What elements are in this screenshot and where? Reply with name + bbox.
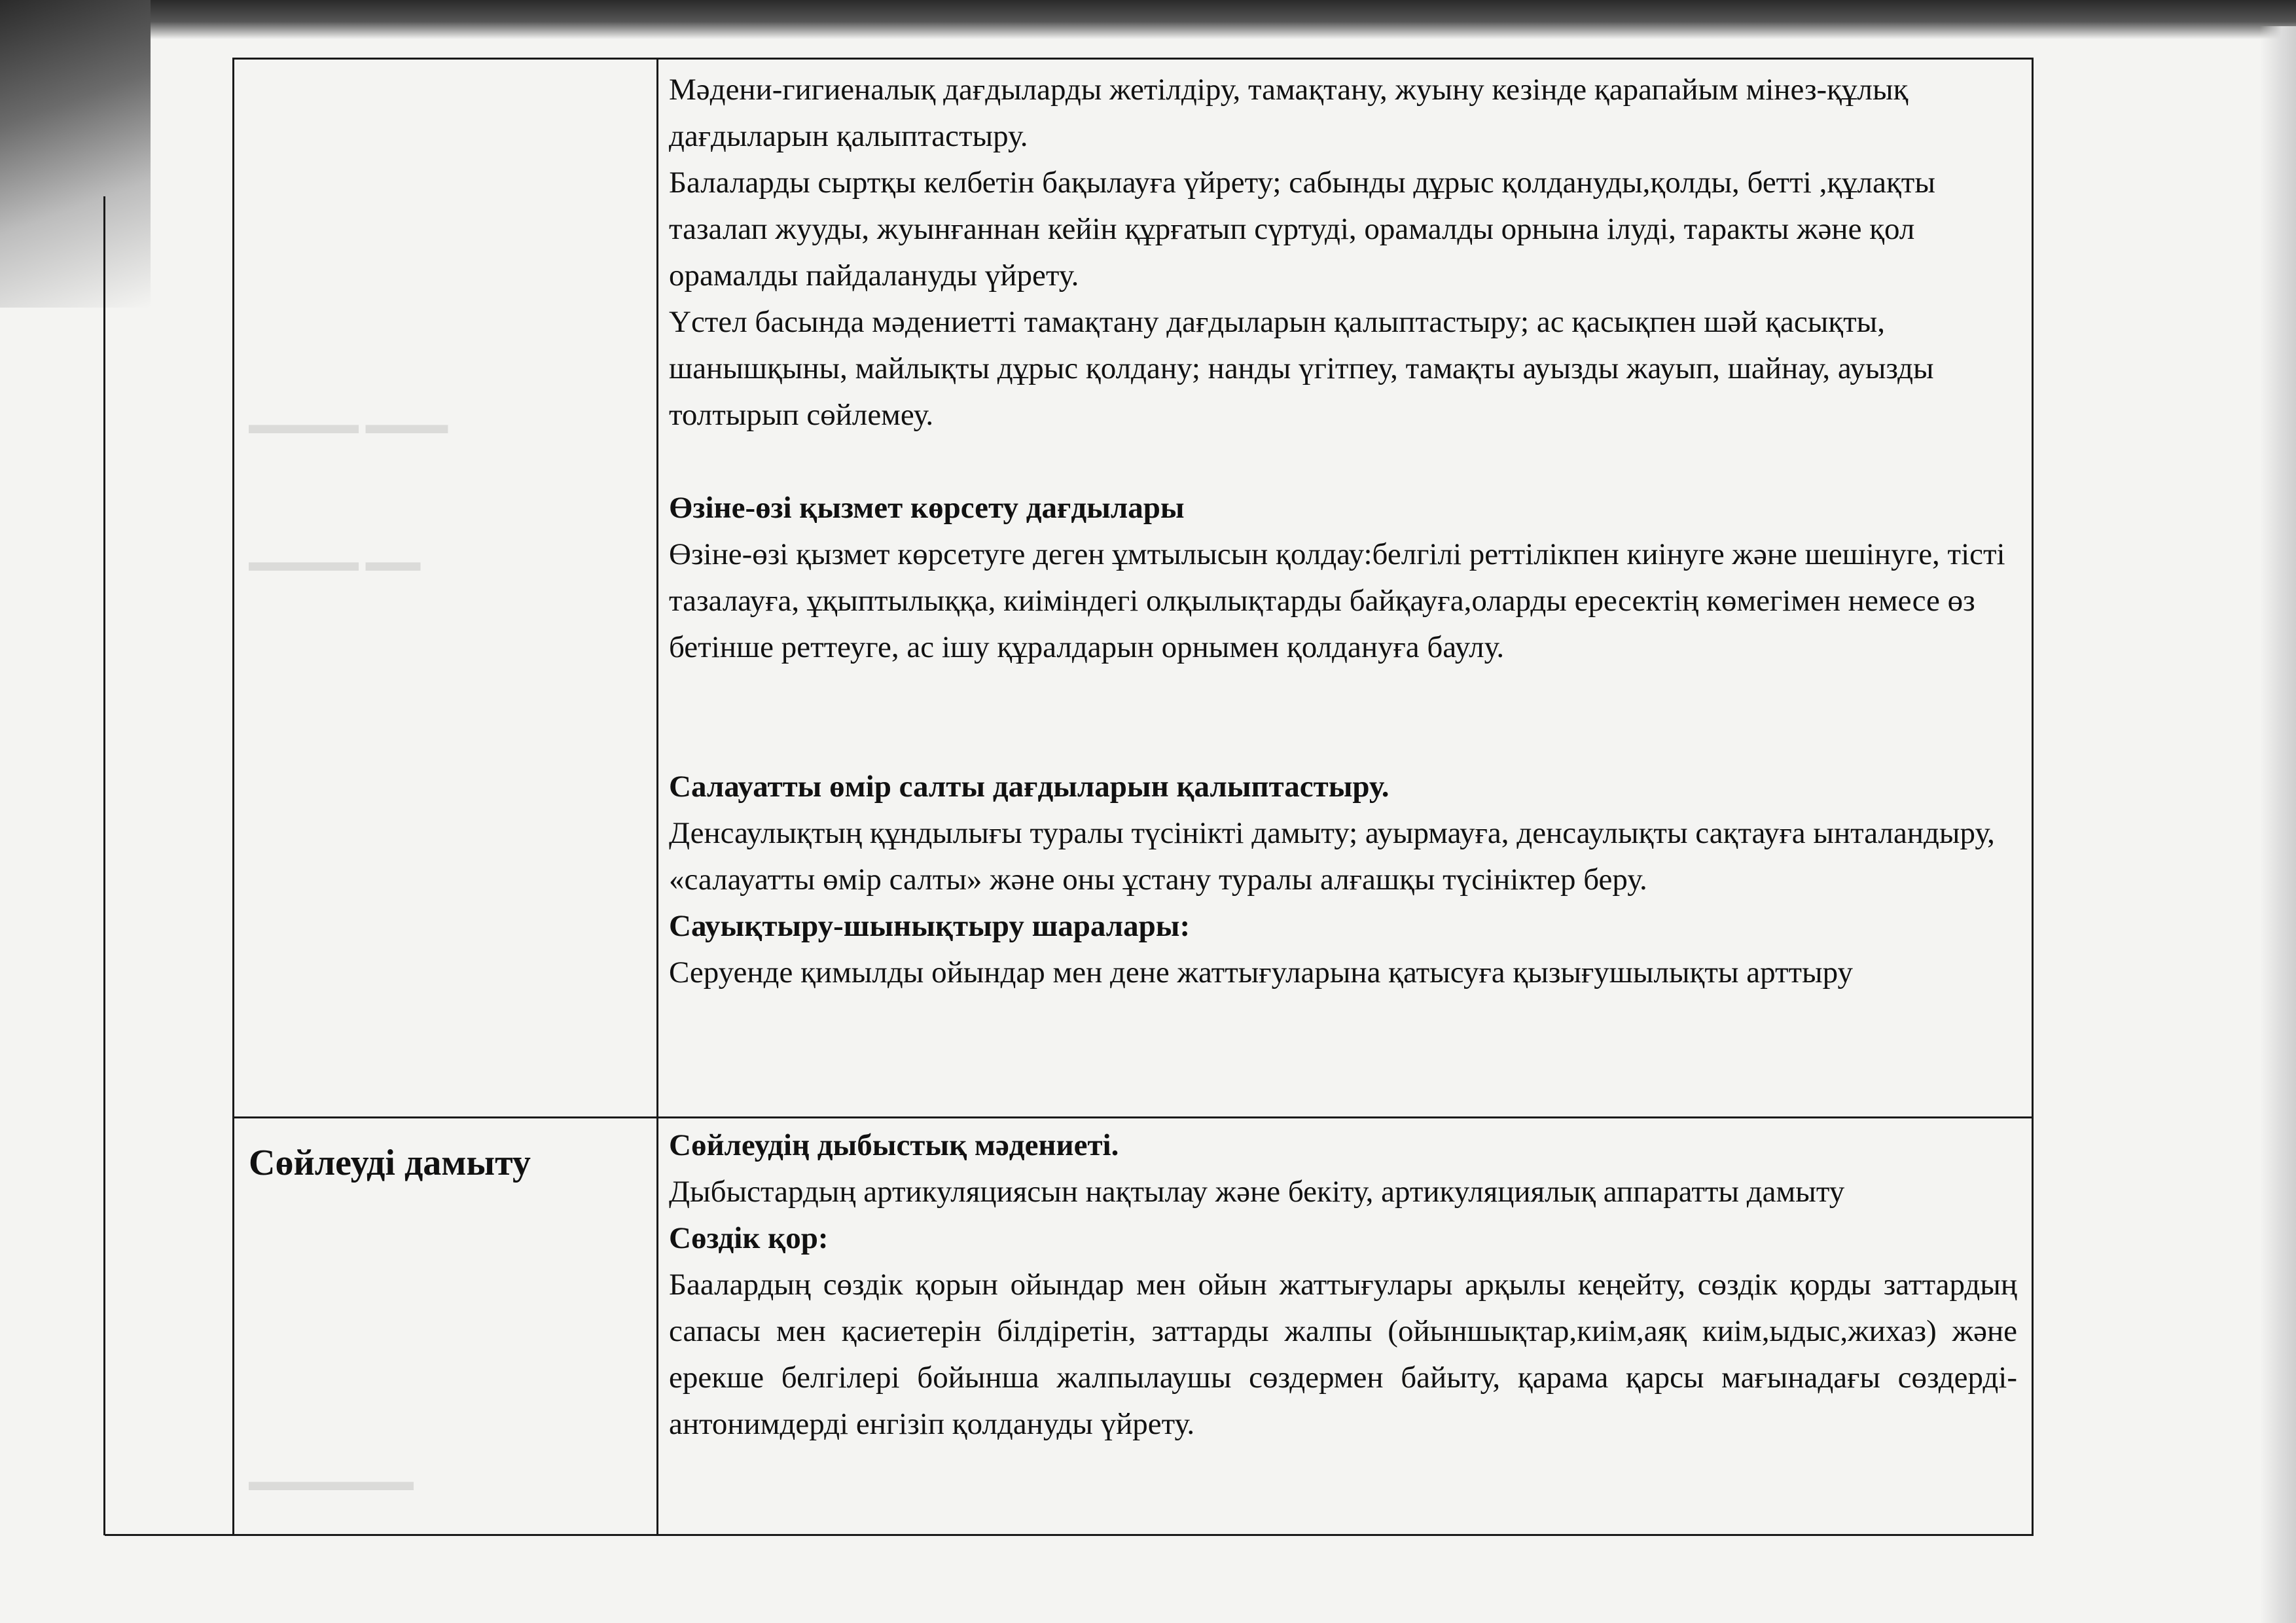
table-row-divider <box>232 1116 2034 1118</box>
table-column-divider <box>656 58 658 1535</box>
table-border-bottom <box>105 1534 2034 1536</box>
section-heading: Өзіне-өзі қызмет көрсету дағдылары <box>669 491 1185 525</box>
table-border-top <box>232 58 2034 60</box>
section-heading: Сауықтыру-шынықтыру шаралары: <box>669 909 1191 943</box>
section-heading: Салауатты өмір салты дағдыларын қалыптастыру. <box>669 770 1390 804</box>
bleed-through-1: ▬▬▬▬ ▬▬▬ <box>249 410 448 440</box>
table-border-left <box>103 196 105 1535</box>
row2-section-label: Сөйлеуді дамыту <box>249 1143 531 1183</box>
spacer <box>669 671 2017 717</box>
paragraph: Серуенде қимылды ойындар мен дене жаттығуларына қатысуға қызығушылықты арттыру <box>669 955 1854 990</box>
section-heading: Сөйлеудің дыбыстық мәдениеті. <box>669 1128 1119 1162</box>
paragraph: Өзіне-өзі қызмет көрсетуге деген ұмтылысын қолдау:белгілі реттілікпен киінуге және шешінуге, тісті тазалауға, ұқыптылыққа, киіміндегі олқылықтарды байқауға,оларды ересектің көмегімен немесе өз бетінше реттеуге, ас ішу құралдарын орнымен қолдануға баулу. <box>669 537 2005 664</box>
table-border-left-inner <box>232 58 234 1535</box>
paragraph: Мәдени-гигиеналық дағдыларды жетілдіру, тамақтану, жуыну кезінде қарапайым мінез-құлық дағдыларын қалыптастыру. <box>669 73 1909 153</box>
row1-content <box>669 67 2017 996</box>
paragraph: Денсаулықтың құндылығы туралы түсінікті дамыту; ауырмауға, денсаулықты сақтауға ынталандыру, «салауатты өмір салты» және оны ұстану туралы алғашқы түсініктер беру. <box>669 816 1995 897</box>
section-heading: Сөздік қор: <box>669 1221 829 1255</box>
paragraph: Дыбыстардың артикуляциясын нақтылау және бекіту, артикуляциялық аппаратты дамыту <box>669 1175 1845 1209</box>
paragraph: Баалардың сөздік қорын ойындар мен ойын жаттығулары арқылы кеңейту, сөздік қорды заттардың сапасы мен қасиетерін білдіретін, заттарды жалпы (ойыншықтар,киім,аяқ киім,ыдыс,жихаз) және ерекше белгілері бойынша жалпылаушы сөздермен байыту, қарама қарсы мағынадағы сөздерді-антонимдерді енгізіп қолдануды үйрету. <box>669 1268 2017 1441</box>
spacer <box>669 717 2017 764</box>
row2-content <box>669 1122 2017 1448</box>
bleed-through-2: ▬▬▬▬ ▬▬ <box>249 547 421 577</box>
paragraph: Балаларды сыртқы келбетін бақылауға үйрету; сабынды дұрыс қолдануды,қолды, бетті ,құлақты тазалап жууды, жуынғаннан кейін құрғатып сүртуді, орамалды орнына ілуді, таракты және қол орамалды пайдалануды үйрету. <box>669 166 1935 293</box>
bleed-through-3: ▬▬▬▬▬▬ <box>249 1467 414 1497</box>
spacer <box>669 438 2017 485</box>
paragraph: Үстел басында мәдениетті тамақтану дағдыларын қалыптастыру; ас қасықпен шәй қасықты, шанышқыны, майлықты дұрыс қолдану; нанды үгітпеу, тамақты ауызды жауып, шайнау, ауызды толтырып сөйлемеу. <box>669 305 1934 432</box>
table-border-right <box>2032 58 2034 1535</box>
